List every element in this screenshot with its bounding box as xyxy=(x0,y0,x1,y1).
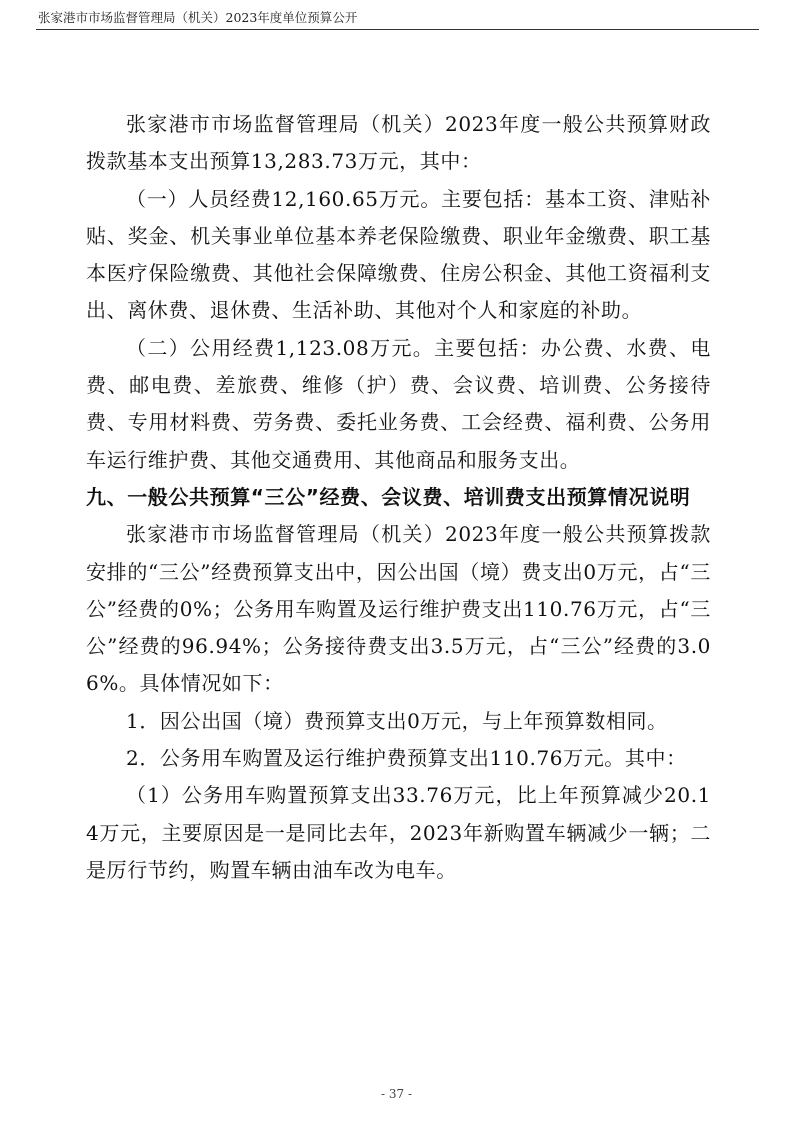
page-number: - 37 - xyxy=(380,1087,412,1101)
paragraph-public-expenses: （二）公用经费1,123.08万元。主要包括：办公费、水费、电费、邮电费、差旅费、维修（护）费、会议费、培训费、公务接待费、专用材料费、劳务费、委托业务费、工会经费、福利费、公务用车运行维护费、其他交通费用、其他商品和服务支出。 xyxy=(86,335,711,472)
paragraph-basic-expenditure: 张家港市市场监督管理局（机关）2023年度一般公共预算财政拨款基本支出预算13,283.73万元，其中： xyxy=(86,112,711,174)
paragraph-three-public-summary: 张家港市市场监督管理局（机关）2023年度一般公共预算拨款安排的“三公”经费预算支出中，因公出国（境）费支出0万元，占“三公”经费的0%；公务用车购置及运行维护费支出110.76万元，占“三公”经费的96.94%；公务接待费支出3.5万元，占“三公”经费的3.06%。具体情况如下： xyxy=(86,522,711,696)
document-body xyxy=(86,106,711,889)
paragraph-overseas-travel: 1．因公出国（境）费预算支出0万元，与上年预算数相同。 xyxy=(126,708,668,733)
paragraph-vehicle-purchase: （1）公务用车购置预算支出33.76万元，比上年预算减少20.14万元，主要原因是一是同比去年，2023年新购置车辆减少一辆；二是厉行节约，购置车辆由油车改为电车。 xyxy=(86,783,711,882)
paragraph-personnel-expenses: （一）人员经费12,160.65万元。主要包括：基本工资、津贴补贴、奖金、机关事业单位基本养老保险缴费、职业年金缴费、职工基本医疗保险缴费、其他社会保障缴费、住房公积金、其他工资福利支出、离休费、退休费、生活补助、其他对个人和家庭的补助。 xyxy=(86,186,711,323)
header-divider xyxy=(36,29,759,30)
running-header: 张家港市市场监督管理局（机关）2023年度单位预算公开 xyxy=(38,10,358,25)
section-heading-three-public: 九、一般公共预算“三公”经费、会议费、培训费支出预算情况说明 xyxy=(86,484,691,509)
paragraph-official-vehicles: 2．公务用车购置及运行维护费预算支出110.76万元。其中： xyxy=(126,746,687,771)
